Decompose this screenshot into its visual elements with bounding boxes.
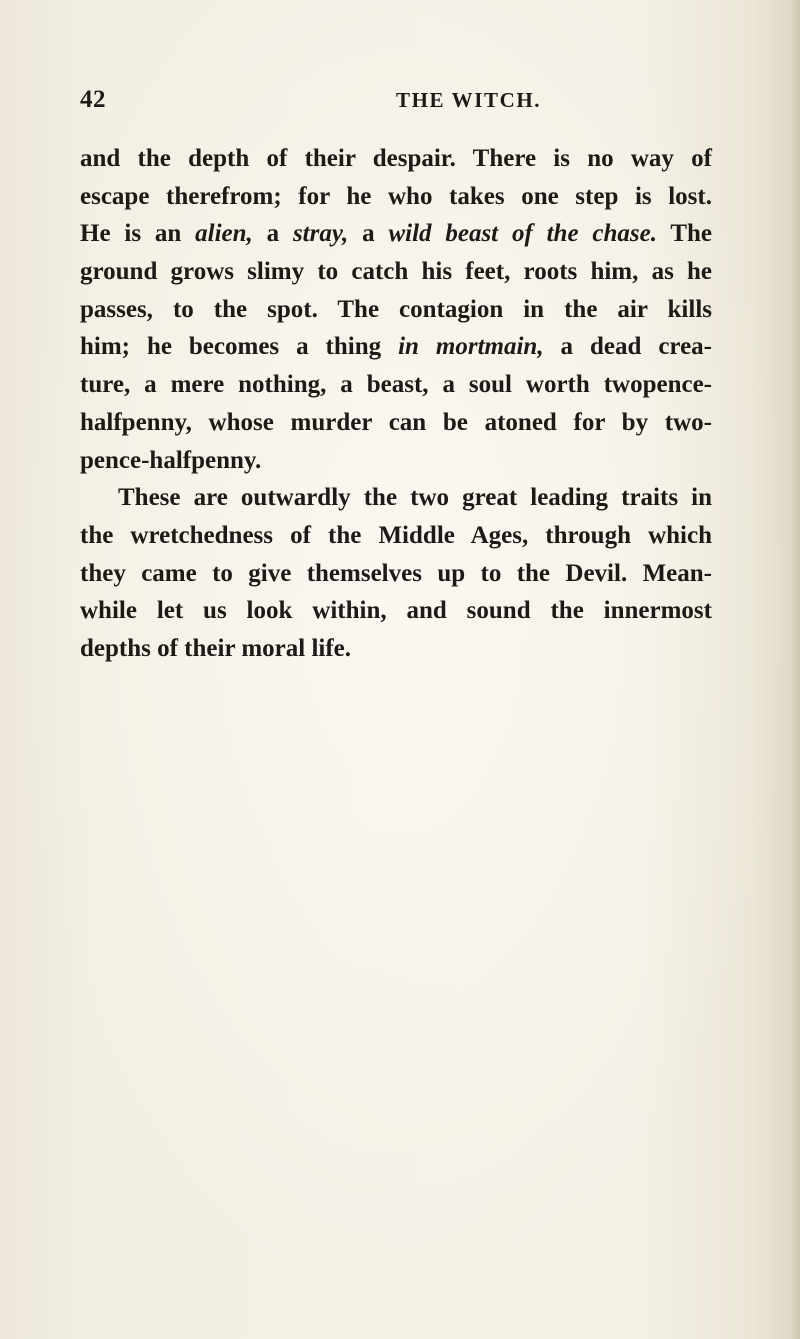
paragraph bbox=[80, 140, 712, 479]
text-line: ground grows slimy to catch his feet, roots him, as he bbox=[80, 258, 712, 286]
running-title: THE WITCH. bbox=[396, 88, 542, 112]
text-line: the wretchedness of the Middle Ages, through which bbox=[80, 521, 712, 549]
page-edge-shadow bbox=[790, 0, 800, 1339]
italic-phrase: wild beast of the chase. bbox=[388, 220, 657, 248]
text-line: pence-halfpenny. bbox=[80, 446, 262, 474]
text-line: while let us look within, and sound the innermost bbox=[80, 597, 712, 625]
text-line: depths of their moral life. bbox=[80, 634, 352, 662]
text-line: He is an alien, a stray, a wild beast of the chase. The bbox=[80, 220, 713, 248]
running-head bbox=[80, 86, 720, 116]
text-line: passes, to the spot. The contagion in the air kills bbox=[80, 295, 712, 323]
text-line: and the depth of their despair. There is no way of bbox=[80, 145, 712, 172]
text-line: halfpenny, whose murder can be atoned for by two- bbox=[80, 408, 712, 436]
text-line: him; he becomes a thing in mortmain, a dead crea- bbox=[80, 333, 712, 361]
paragraph bbox=[80, 479, 712, 667]
text-line: escape therefrom; for he who takes one step is lost. bbox=[80, 182, 712, 210]
italic-phrase: alien, bbox=[195, 220, 253, 248]
body-text bbox=[80, 140, 712, 668]
italic-phrase: stray, bbox=[292, 220, 349, 248]
text-line: they came to give themselves up to the Devil. Mean- bbox=[80, 559, 712, 587]
text-line: These are outwardly the two great leading traits in bbox=[118, 484, 712, 512]
page-number: 42 bbox=[80, 86, 106, 113]
italic-phrase: in mortmain, bbox=[398, 333, 544, 361]
text-line: ture, a mere nothing, a beast, a soul worth twopence- bbox=[80, 371, 712, 399]
